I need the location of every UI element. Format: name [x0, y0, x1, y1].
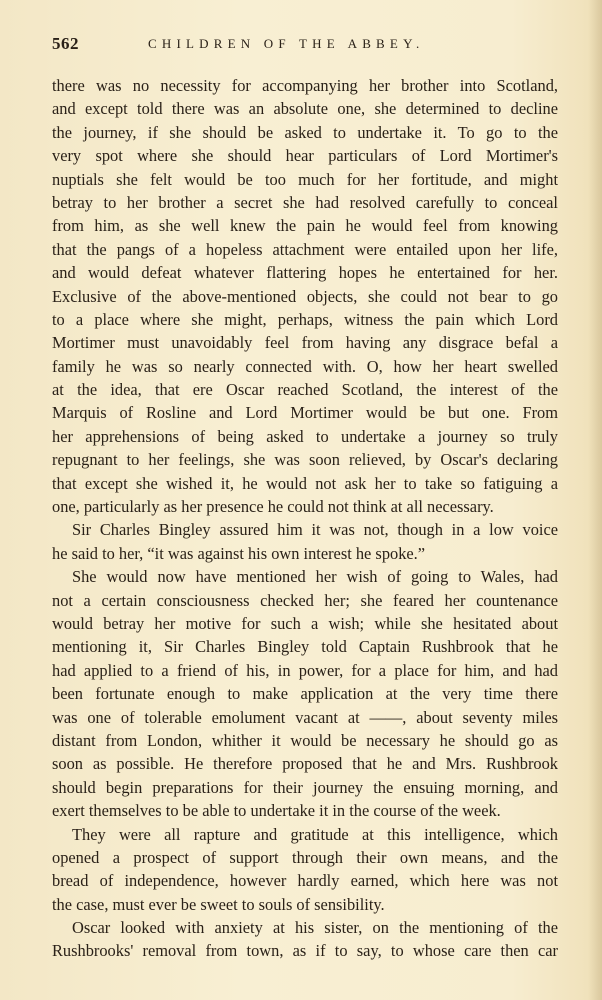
text-line: very spot where she should hear particulars of Lord Mortimer's: [52, 146, 558, 166]
text-line: and would defeat whatever flattering hopes he entertained for her.: [52, 263, 558, 283]
text-line: not a certain consciousness checked her; she feared her countenance: [52, 590, 558, 610]
text-line: her apprehensions of being asked to undertake a journey so truly: [52, 426, 558, 446]
text-line: bread of independence, however hardly earned, which here was not: [52, 871, 558, 891]
text-line: one, particularly as her presence he could not think at all necessary.: [52, 497, 494, 517]
text-line: that the pangs of a hopeless attachment were entailed upon her life,: [52, 239, 558, 259]
text-line: Marquis of Rosline and Lord Mortimer would be but one. From: [52, 403, 558, 423]
text-line: distant from London, whither it would be necessary he should go as: [52, 730, 558, 750]
text-line: was one of tolerable emolument vacant at ——, about seventy miles: [52, 707, 558, 727]
text-line: Rushbrooks' removal from town, as if to say, to whose care then car: [52, 941, 558, 961]
text-line: soon as possible. He therefore proposed that he and Mrs. Rushbrook: [52, 754, 558, 774]
text-line: nuptials she felt would be too much for her fortitude, and might: [52, 169, 558, 189]
text-line: to a place where she might, perhaps, witness the pain which Lord: [52, 309, 558, 329]
text-line: Oscar looked with anxiety at his sister, on the mentioning of the: [72, 918, 558, 938]
text-line: that except she wished it, he would not ask her to take so fatiguing a: [52, 473, 558, 493]
text-line: the journey, if she should be asked to undertake it. To go to the: [52, 122, 558, 142]
body-text: [52, 74, 558, 963]
text-line: would betray her motive for such a wish; while she hesitated about: [52, 613, 558, 633]
text-line: She would now have mentioned her wish of going to Wales, had: [72, 567, 558, 587]
text-line: at the idea, that ere Oscar reached Scotland, the interest of the: [52, 380, 558, 400]
text-line: betray to her brother a secret she had resolved carefully to conceal: [52, 192, 558, 212]
text-line: should begin preparations for their journey the ensuing morning, and: [52, 777, 558, 797]
text-line: the case, must ever be sweet to souls of sensibility.: [52, 894, 385, 914]
text-line: family he was so nearly connected with. O, how her heart swelled: [52, 356, 558, 376]
text-line: Sir Charles Bingley assured him it was not, though in a low voice: [72, 520, 558, 540]
page-number: 562: [52, 34, 79, 53]
text-line: repugnant to her feelings, she was soon relieved, by Oscar's declaring: [52, 450, 558, 470]
text-line: been fortunate enough to make application at the very time there: [52, 684, 558, 704]
text-line: exert themselves to be able to undertake it in the course of the week.: [52, 801, 501, 821]
text-line: had applied to a friend of his, in power, for a place for him, and had: [52, 660, 558, 680]
text-line: from him, as she well knew the pain he would feel from knowing: [52, 216, 558, 236]
text-line: there was no necessity for accompanying her brother into Scotland,: [52, 76, 558, 95]
running-head: CHILDREN OF THE ABBEY.: [148, 36, 425, 51]
text-line: he said to her, “it was against his own interest he spoke.”: [52, 543, 426, 563]
text-line: Mortimer must unavoidably feel from having any disgrace befal a: [52, 333, 558, 353]
page-header: [52, 34, 558, 58]
text-line: Exclusive of the above-mentioned objects, she could not bear to go: [52, 286, 558, 306]
text-line: They were all rapture and gratitude at this intelligence, which: [72, 824, 558, 844]
text-line: mentioning it, Sir Charles Bingley told Captain Rushbrook that he: [52, 637, 558, 657]
page-edge-shadow: [588, 0, 602, 1000]
text-line: and except told there was an absolute one, she determined to decline: [52, 99, 558, 119]
text-line: opened a prospect of support through their own means, and the: [52, 847, 558, 867]
